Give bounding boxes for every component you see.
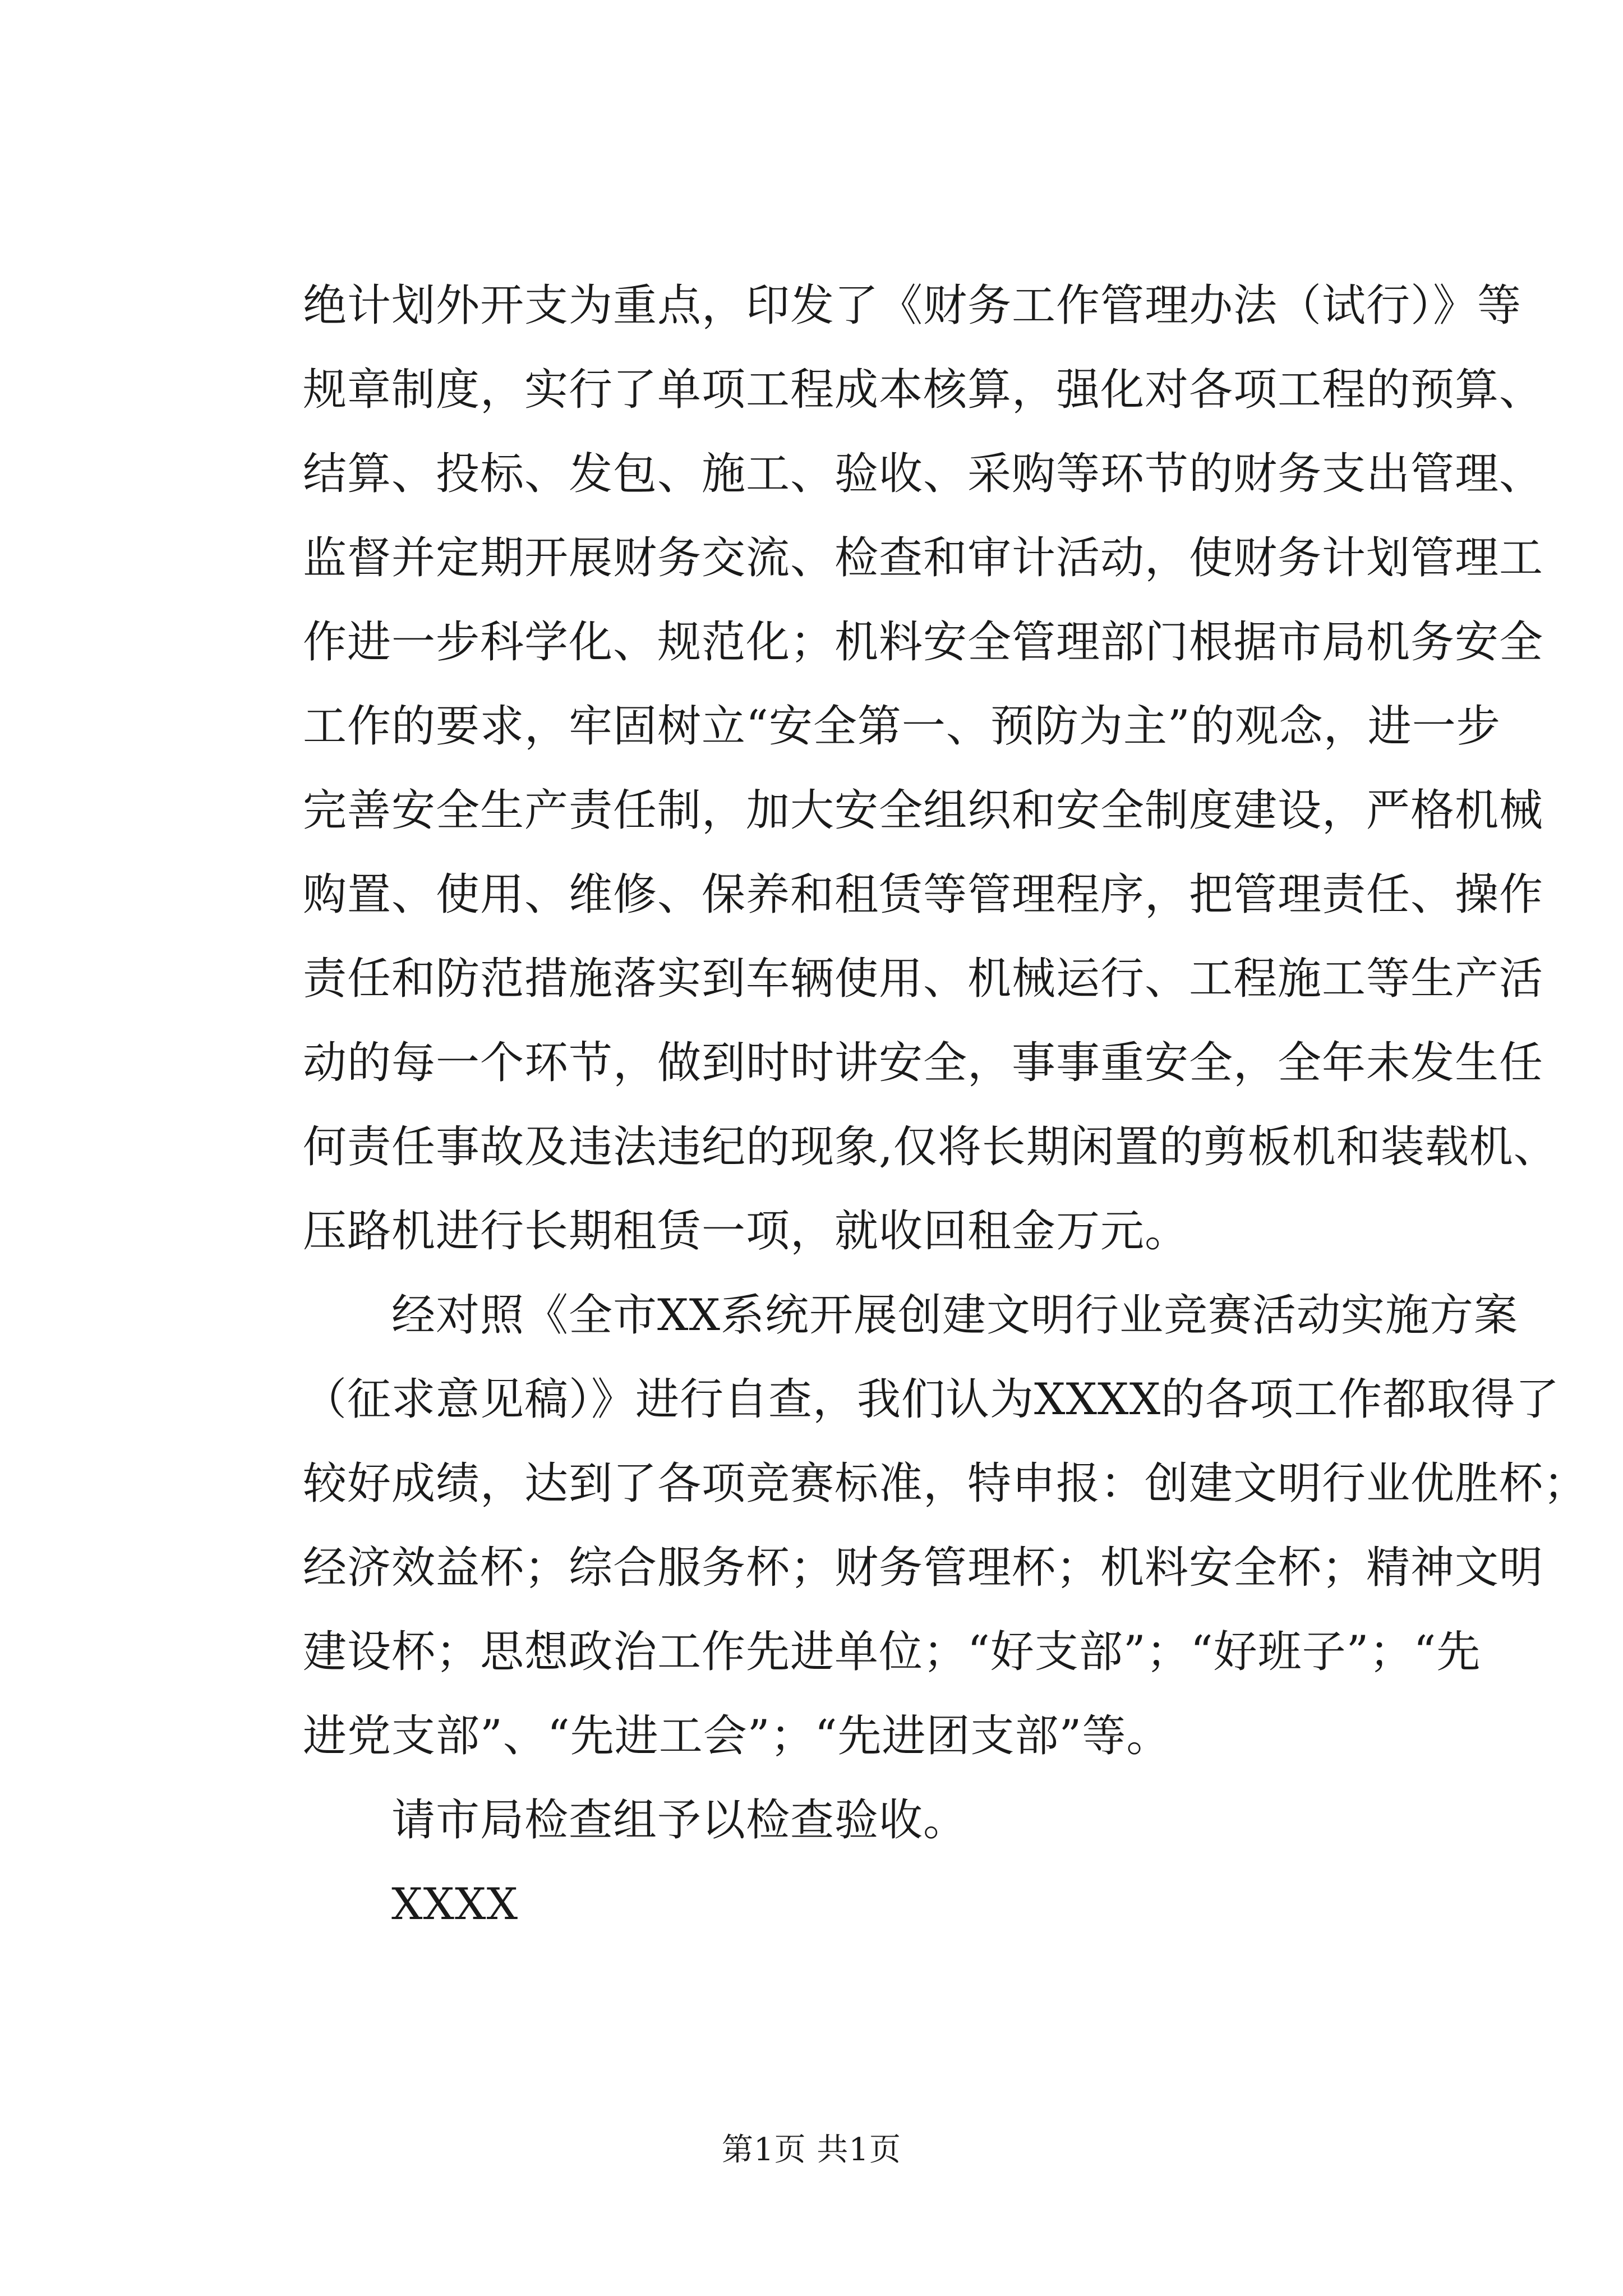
text-line: 较好成绩，达到了各项竞赛标准，特申报：创建文明行业优胜杯； — [303, 1458, 1588, 1509]
text-line: 结算、投标、发包、施工、验收、采购等环节的财务支出管理、 — [303, 449, 1544, 499]
page-number: 第1页 共1页 — [721, 2132, 902, 2168]
text-line: 建设杯；思想政治工作先进单位；“好支部”；“好班子”；“先 — [303, 1627, 1481, 1677]
text-line: 绝计划外开支为重点，印发了《财务工作管理办法（试行）》等 — [303, 280, 1522, 331]
text-line: 进党支部”、“先进工会”；“先进团支部”等。 — [303, 1711, 1171, 1761]
text-line: 监督并定期开展财务交流、检查和审计活动，使财务计划管理工 — [303, 533, 1544, 583]
text-line: 作进一步科学化、规范化；机料安全管理部门根据市局机务安全 — [303, 617, 1544, 668]
text-line: 购置、使用、维修、保养和租赁等管理程序，把管理责任、操作 — [303, 869, 1544, 920]
text-line: 请市局检查组予以检查验收。 — [303, 1795, 968, 1846]
text-line: 经济效益杯；综合服务杯；财务管理杯；机料安全杯；精神文明 — [303, 1543, 1544, 1593]
document-body — [303, 264, 1588, 1947]
page-footer — [0, 2125, 1623, 2170]
text-line: 压路机进行长期租赁一项，就收回租金万元。 — [303, 1206, 1189, 1257]
text-line: 动的每一个环节，做到时时讲安全，事事重安全，全年未发生任 — [303, 1038, 1544, 1088]
text-line: （征求意见稿）》进行自查，我们认为XXXX的各项工作都取得了 — [303, 1374, 1560, 1425]
text-line: 完善安全生产责任制，加大安全组织和安全制度建设，严格机械 — [303, 785, 1544, 836]
text-line: 责任和防范措施落实到车辆使用、机械运行、工程施工等生产活 — [303, 954, 1544, 1004]
text-line: 何责任事故及违法违纪的现象,仅将长期闲置的剪板机和装载机、 — [303, 1122, 1558, 1172]
text-line: 经对照《全市XX系统开展创建文明行业竞赛活动实施方案 — [303, 1290, 1519, 1341]
signature-line: XXXX — [303, 1879, 519, 1930]
text-line: 工作的要求，牢固树立“安全第一、预防为主”的观念，进一步 — [303, 701, 1501, 752]
text-line: 规章制度，实行了单项工程成本核算，强化对各项工程的预算、 — [303, 365, 1544, 415]
